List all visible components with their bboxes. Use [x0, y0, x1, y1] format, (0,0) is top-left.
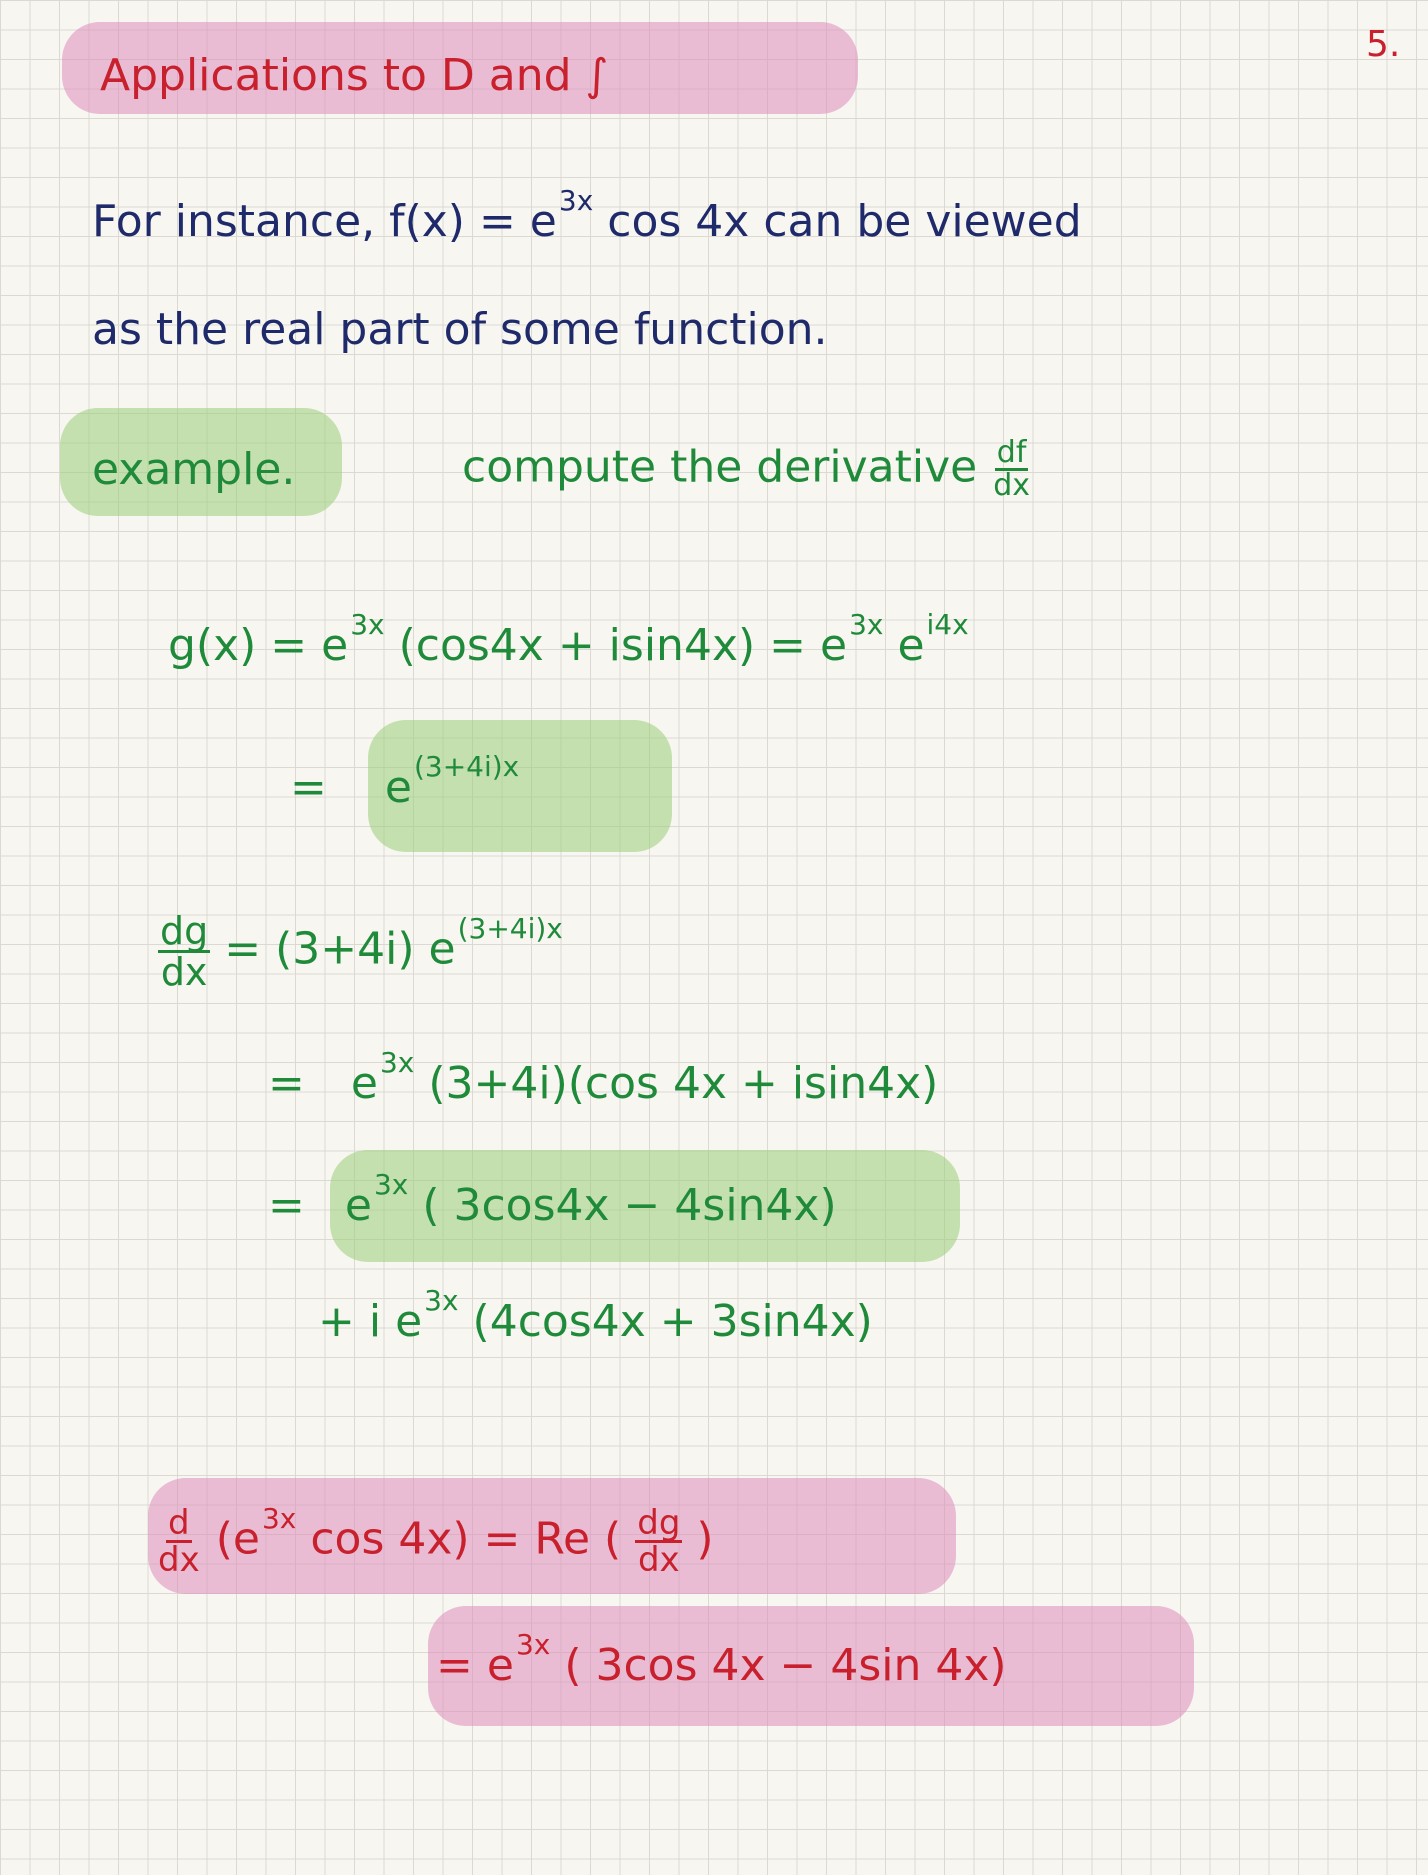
re-dg-numerator: dg — [637, 1503, 681, 1543]
intro-line-1-suffix: cos 4x can be viewed — [607, 196, 1082, 247]
final-rest: ( 3cos 4x − 4sin 4x) — [564, 1640, 1007, 1691]
g-definition — [168, 608, 969, 671]
final-eq: = e — [436, 1640, 514, 1691]
derivative-step-2 — [268, 1046, 939, 1109]
g-simplified-base: e — [384, 762, 412, 813]
intro-line-2: as the real part of some function. — [92, 304, 828, 355]
example-task-text: compute the derivative — [462, 441, 978, 493]
step-2-rest: (3+4i)(cos 4x + isin4x) — [428, 1058, 939, 1109]
d-denominator: dx — [158, 1540, 200, 1580]
step-3-base: e — [344, 1180, 372, 1231]
g-exp-2: 3x — [849, 608, 884, 641]
df-dx-fraction — [991, 435, 1032, 503]
step-2-exp: 3x — [379, 1046, 415, 1079]
result-lhs-exp: 3x — [261, 1501, 297, 1535]
re-dg-dx-fraction — [635, 1503, 682, 1580]
derivative-step-4 — [318, 1284, 873, 1347]
g-exp-1: 3x — [350, 608, 385, 641]
result-lhs-rest: cos 4x) = Re ( — [310, 1513, 622, 1565]
g-simplified-exp: (3+4i)x — [413, 750, 520, 783]
g-exp-3: i4x — [926, 608, 969, 641]
step-3-eq: = — [268, 1180, 305, 1231]
step-4-prefix: + i e — [318, 1296, 423, 1347]
d-dx-fraction — [156, 1503, 202, 1580]
example-label: example. — [92, 444, 296, 495]
page-title: Applications to D and ∫ — [100, 50, 609, 101]
result-line-1 — [156, 1501, 714, 1580]
intro-line-1 — [92, 184, 1082, 247]
result-line-2 — [436, 1628, 1007, 1691]
step-2-base: e — [350, 1058, 378, 1109]
step-3-rest: ( 3cos4x − 4sin4x) — [422, 1180, 837, 1231]
intro-line-1-prefix: For instance, f(x) = e — [92, 196, 557, 247]
g-simplified — [290, 750, 520, 813]
result-lhs-open: (e — [215, 1513, 260, 1565]
d-numerator: d — [168, 1503, 190, 1543]
g-mid: (cos4x + isin4x) = e — [398, 620, 848, 671]
step-4-rest: (4cos4x + 3sin4x) — [472, 1296, 873, 1347]
step-2-eq: = — [268, 1058, 305, 1109]
intro-exponent: 3x — [558, 184, 594, 217]
g-simplified-eq: = — [290, 762, 327, 813]
step-3-exp: 3x — [373, 1168, 409, 1201]
dg-dx-rhs: = (3+4i) e — [224, 923, 456, 975]
dg-dx-line — [158, 909, 563, 994]
final-exp: 3x — [515, 1628, 551, 1661]
page-number: 5. — [1366, 24, 1401, 65]
result-re-close: ) — [696, 1513, 714, 1565]
g-lhs: g(x) = e — [168, 620, 349, 671]
re-dx-denominator: dx — [637, 1540, 680, 1580]
step-4-exp: 3x — [424, 1284, 459, 1317]
dg-dx-fraction — [158, 909, 210, 994]
derivative-step-3 — [268, 1168, 837, 1231]
df-numerator: df — [996, 435, 1027, 470]
dg-dx-rhs-exp: (3+4i)x — [457, 911, 563, 945]
df-denominator: dx — [993, 468, 1030, 503]
g-e2: e — [897, 620, 925, 671]
dg-numerator: dg — [160, 909, 209, 953]
dx-denominator: dx — [160, 950, 208, 994]
example-task — [462, 435, 1032, 503]
